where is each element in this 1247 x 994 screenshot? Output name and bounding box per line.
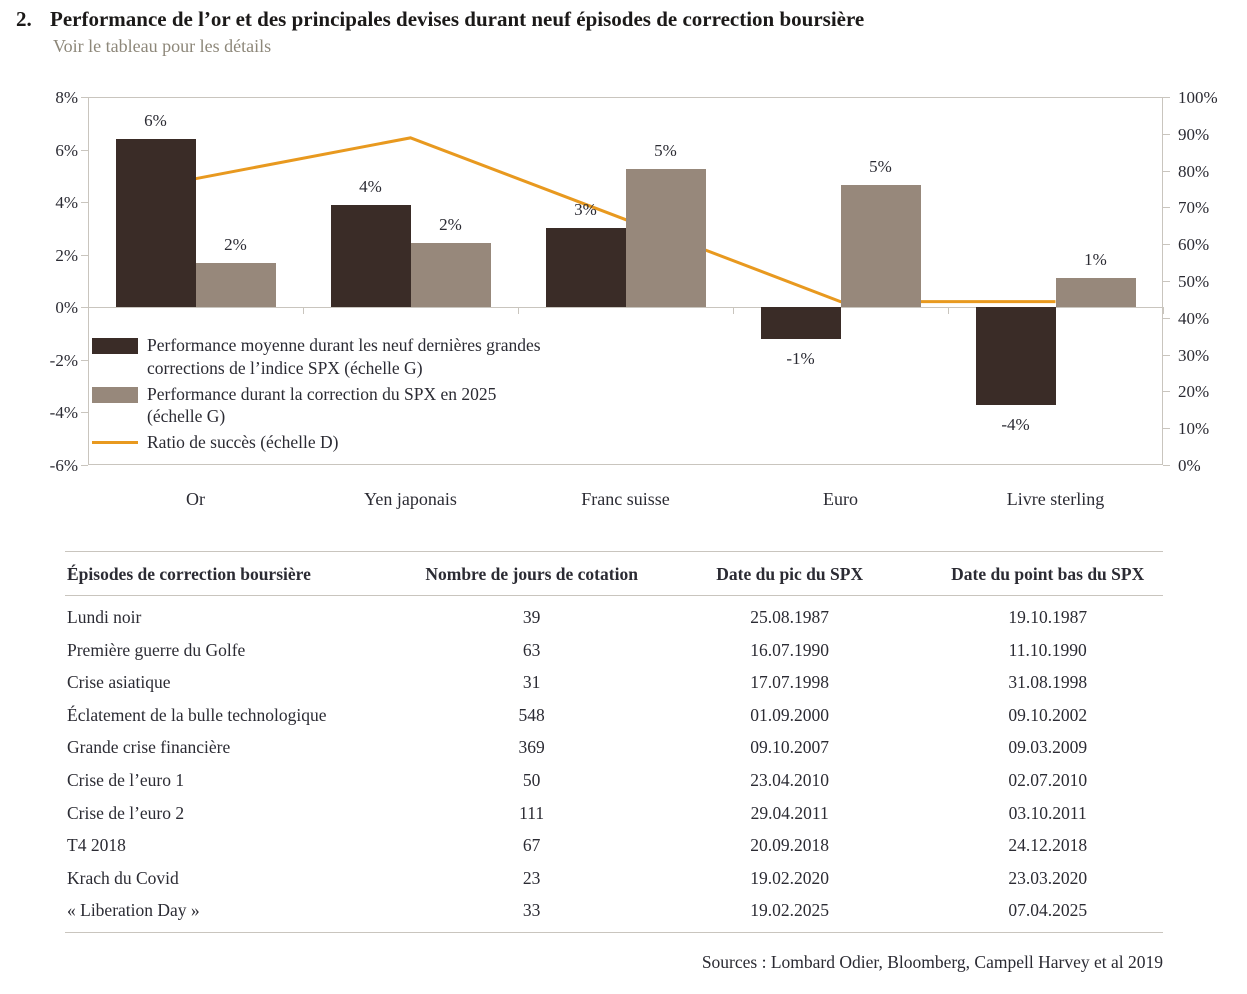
legend-label-2025: Performance durant la correction du SPX en 2025 (échelle G) <box>147 383 497 427</box>
table-cell: T4 2018 <box>67 835 126 856</box>
bar-value-label: -4% <box>1001 414 1030 434</box>
bar-2025-3 <box>841 185 921 307</box>
table-cell: 11.10.1990 <box>1008 639 1087 660</box>
left-axis-tick <box>81 255 88 256</box>
table-cell: 24.12.2018 <box>1008 835 1088 856</box>
left-axis-tick <box>81 97 88 98</box>
table-cell: 33 <box>416 894 647 932</box>
legend-swatch-ratio-line <box>92 441 138 444</box>
bar-average-4 <box>976 307 1056 404</box>
left-axis-label: 6% <box>55 140 78 160</box>
bar-2025-4 <box>1056 278 1136 307</box>
left-axis-label: -4% <box>49 403 78 423</box>
table-cell: 111 <box>519 802 545 823</box>
table-cell: 50 <box>522 769 541 790</box>
table-cell: 20.09.2018 <box>750 835 830 856</box>
category-tick <box>88 307 89 314</box>
right-axis-tick <box>1163 97 1170 98</box>
bar-average-0 <box>116 139 196 307</box>
table-cell: 09.10.2002 <box>1008 704 1088 725</box>
right-axis-label: 50% <box>1178 272 1210 291</box>
table-row <box>65 797 1163 830</box>
left-axis-tick <box>81 307 88 308</box>
table-row <box>65 596 1163 634</box>
x-axis-label-0: Or <box>186 489 205 509</box>
right-axis-label: 30% <box>1178 345 1210 365</box>
sources-note: Sources : Lombard Odier, Bloomberg, Campell Harvey et al 2019 <box>701 952 1163 972</box>
table-cell: 01.09.2000 <box>750 704 830 725</box>
figure-subtitle: Voir le tableau pour les détails <box>53 36 272 56</box>
right-axis-tick <box>1163 134 1170 135</box>
page-title: Performance de l’or et des principales devises durant neuf épisodes de correction boursière <box>50 7 865 31</box>
right-axis-tick <box>1163 318 1170 319</box>
bar-2025-0 <box>196 263 276 308</box>
table-cell: 63 <box>522 639 541 660</box>
left-axis-label: 8% <box>55 88 78 107</box>
bar-value-label: 5% <box>654 141 677 161</box>
legend-label-average: Performance moyenne durant les neuf dernières grandes corrections de l’indice SPX (échelle G) <box>147 335 541 378</box>
right-axis-label: 90% <box>1178 124 1210 144</box>
table-cell: 23.04.2010 <box>750 769 830 790</box>
table-cell: Grande crise financière <box>67 737 231 758</box>
right-axis-tick <box>1163 428 1170 429</box>
table-cell: 19.02.2025 <box>647 894 932 932</box>
table-header-1: Nombre de jours de cotation <box>416 552 647 596</box>
table-cell: 02.07.2010 <box>1008 769 1088 790</box>
right-axis-label: 10% <box>1178 419 1210 439</box>
table-row <box>65 666 1163 699</box>
category-tick <box>948 307 949 314</box>
right-axis-tick <box>1163 244 1170 245</box>
table-header-row <box>65 552 1163 596</box>
left-axis-tick <box>81 202 88 203</box>
right-axis-tick <box>1163 355 1170 356</box>
x-axis-label-3: Euro <box>823 489 858 509</box>
right-axis-tick <box>1163 391 1170 392</box>
bar-value-label: 1% <box>1084 250 1107 270</box>
table-cell: 23 <box>522 867 541 888</box>
right-axis-tick <box>1163 465 1170 466</box>
table-row <box>65 731 1163 764</box>
left-axis-label: 4% <box>55 193 78 213</box>
table-cell: Éclatement de la bulle technologique <box>67 704 327 725</box>
table-row <box>65 699 1163 732</box>
left-axis-label: 2% <box>55 245 78 265</box>
table-cell: 548 <box>518 704 545 725</box>
legend-item-ratio <box>92 431 572 454</box>
bar-value-label: -1% <box>786 348 815 368</box>
legend-swatch-average-bar <box>92 338 138 354</box>
right-axis-tick <box>1163 171 1170 172</box>
bar-value-label: 2% <box>439 214 462 234</box>
table-cell: 39 <box>522 607 541 627</box>
left-axis-tick <box>81 360 88 361</box>
table-cell: 03.10.2011 <box>1008 802 1087 823</box>
table-cell: « Liberation Day » <box>65 894 416 932</box>
table-cell: Crise asiatique <box>67 672 171 693</box>
table-row <box>65 862 1163 895</box>
right-axis-label: 80% <box>1178 161 1210 181</box>
table-header-0: Épisodes de correction boursière <box>65 552 416 596</box>
table-row <box>65 894 1163 932</box>
left-axis-tick <box>81 465 88 466</box>
left-axis-tick <box>81 412 88 413</box>
table-cell: 07.04.2025 <box>932 894 1163 932</box>
table-cell: 31.08.1998 <box>1008 672 1088 693</box>
bar-average-3 <box>761 307 841 339</box>
left-axis-label: 0% <box>55 298 78 318</box>
right-axis-label: 20% <box>1178 382 1210 402</box>
bar-2025-1 <box>411 243 491 307</box>
table-cell: 09.03.2009 <box>1008 737 1088 758</box>
legend-item-average <box>92 334 572 380</box>
x-axis-label-1: Yen japonais <box>364 489 457 509</box>
left-axis-label: -6% <box>49 456 78 475</box>
category-tick <box>733 307 734 314</box>
table-cell: 25.08.1987 <box>750 607 830 627</box>
table-cell: 31 <box>522 672 541 693</box>
right-axis-label: 40% <box>1178 308 1210 328</box>
right-axis-label: 70% <box>1178 198 1210 218</box>
category-tick <box>1163 307 1164 314</box>
table-cell: 19.10.1987 <box>1008 607 1088 627</box>
legend-label-ratio: Ratio de succès (échelle D) <box>147 432 339 452</box>
table-row <box>65 764 1163 797</box>
episodes-table <box>65 551 1163 933</box>
table-cell: 16.07.1990 <box>750 639 830 660</box>
table-cell: 09.10.2007 <box>750 737 830 758</box>
bar-value-label: 5% <box>869 157 892 177</box>
bar-value-label: 3% <box>574 200 597 220</box>
table-row <box>65 829 1163 862</box>
category-tick <box>518 307 519 314</box>
table-cell: Krach du Covid <box>67 867 179 888</box>
table-header-3: Date du point bas du SPX <box>932 552 1163 596</box>
table-cell: Première guerre du Golfe <box>67 639 246 660</box>
bar-2025-2 <box>626 169 706 307</box>
figure-number: 2. <box>16 7 32 31</box>
table-cell: Crise de l’euro 1 <box>67 769 185 790</box>
right-axis-tick <box>1163 281 1170 282</box>
bar-average-1 <box>331 205 411 308</box>
table-cell: 17.07.1998 <box>750 672 830 693</box>
table-cell: 67 <box>522 835 541 856</box>
left-axis-tick <box>81 150 88 151</box>
category-tick <box>303 307 304 314</box>
bar-average-2 <box>546 228 626 307</box>
table-cell: 29.04.2011 <box>750 802 829 823</box>
table-cell: 369 <box>518 737 545 758</box>
chart-legend <box>92 334 572 457</box>
legend-item-2025 <box>92 383 572 429</box>
table-cell: Crise de l’euro 2 <box>67 802 185 823</box>
table-header-2: Date du pic du SPX <box>647 552 932 596</box>
right-axis-tick <box>1163 207 1170 208</box>
bar-value-label: 2% <box>224 234 247 254</box>
bar-value-label: 6% <box>144 111 167 131</box>
table-cell: 19.02.2020 <box>750 867 830 888</box>
x-axis-label-2: Franc suisse <box>581 489 670 509</box>
left-axis-label: -2% <box>49 350 78 370</box>
right-axis-label: 100% <box>1178 88 1218 107</box>
right-axis-label: 0% <box>1178 456 1201 475</box>
x-axis-label-4: Livre sterling <box>1006 489 1105 509</box>
bar-value-label: 4% <box>359 176 382 196</box>
table-cell: Lundi noir <box>67 607 142 627</box>
table-row <box>65 634 1163 667</box>
legend-swatch-2025-bar <box>92 387 138 403</box>
table-cell: 23.03.2020 <box>1008 867 1088 888</box>
right-axis-label: 60% <box>1178 235 1210 255</box>
